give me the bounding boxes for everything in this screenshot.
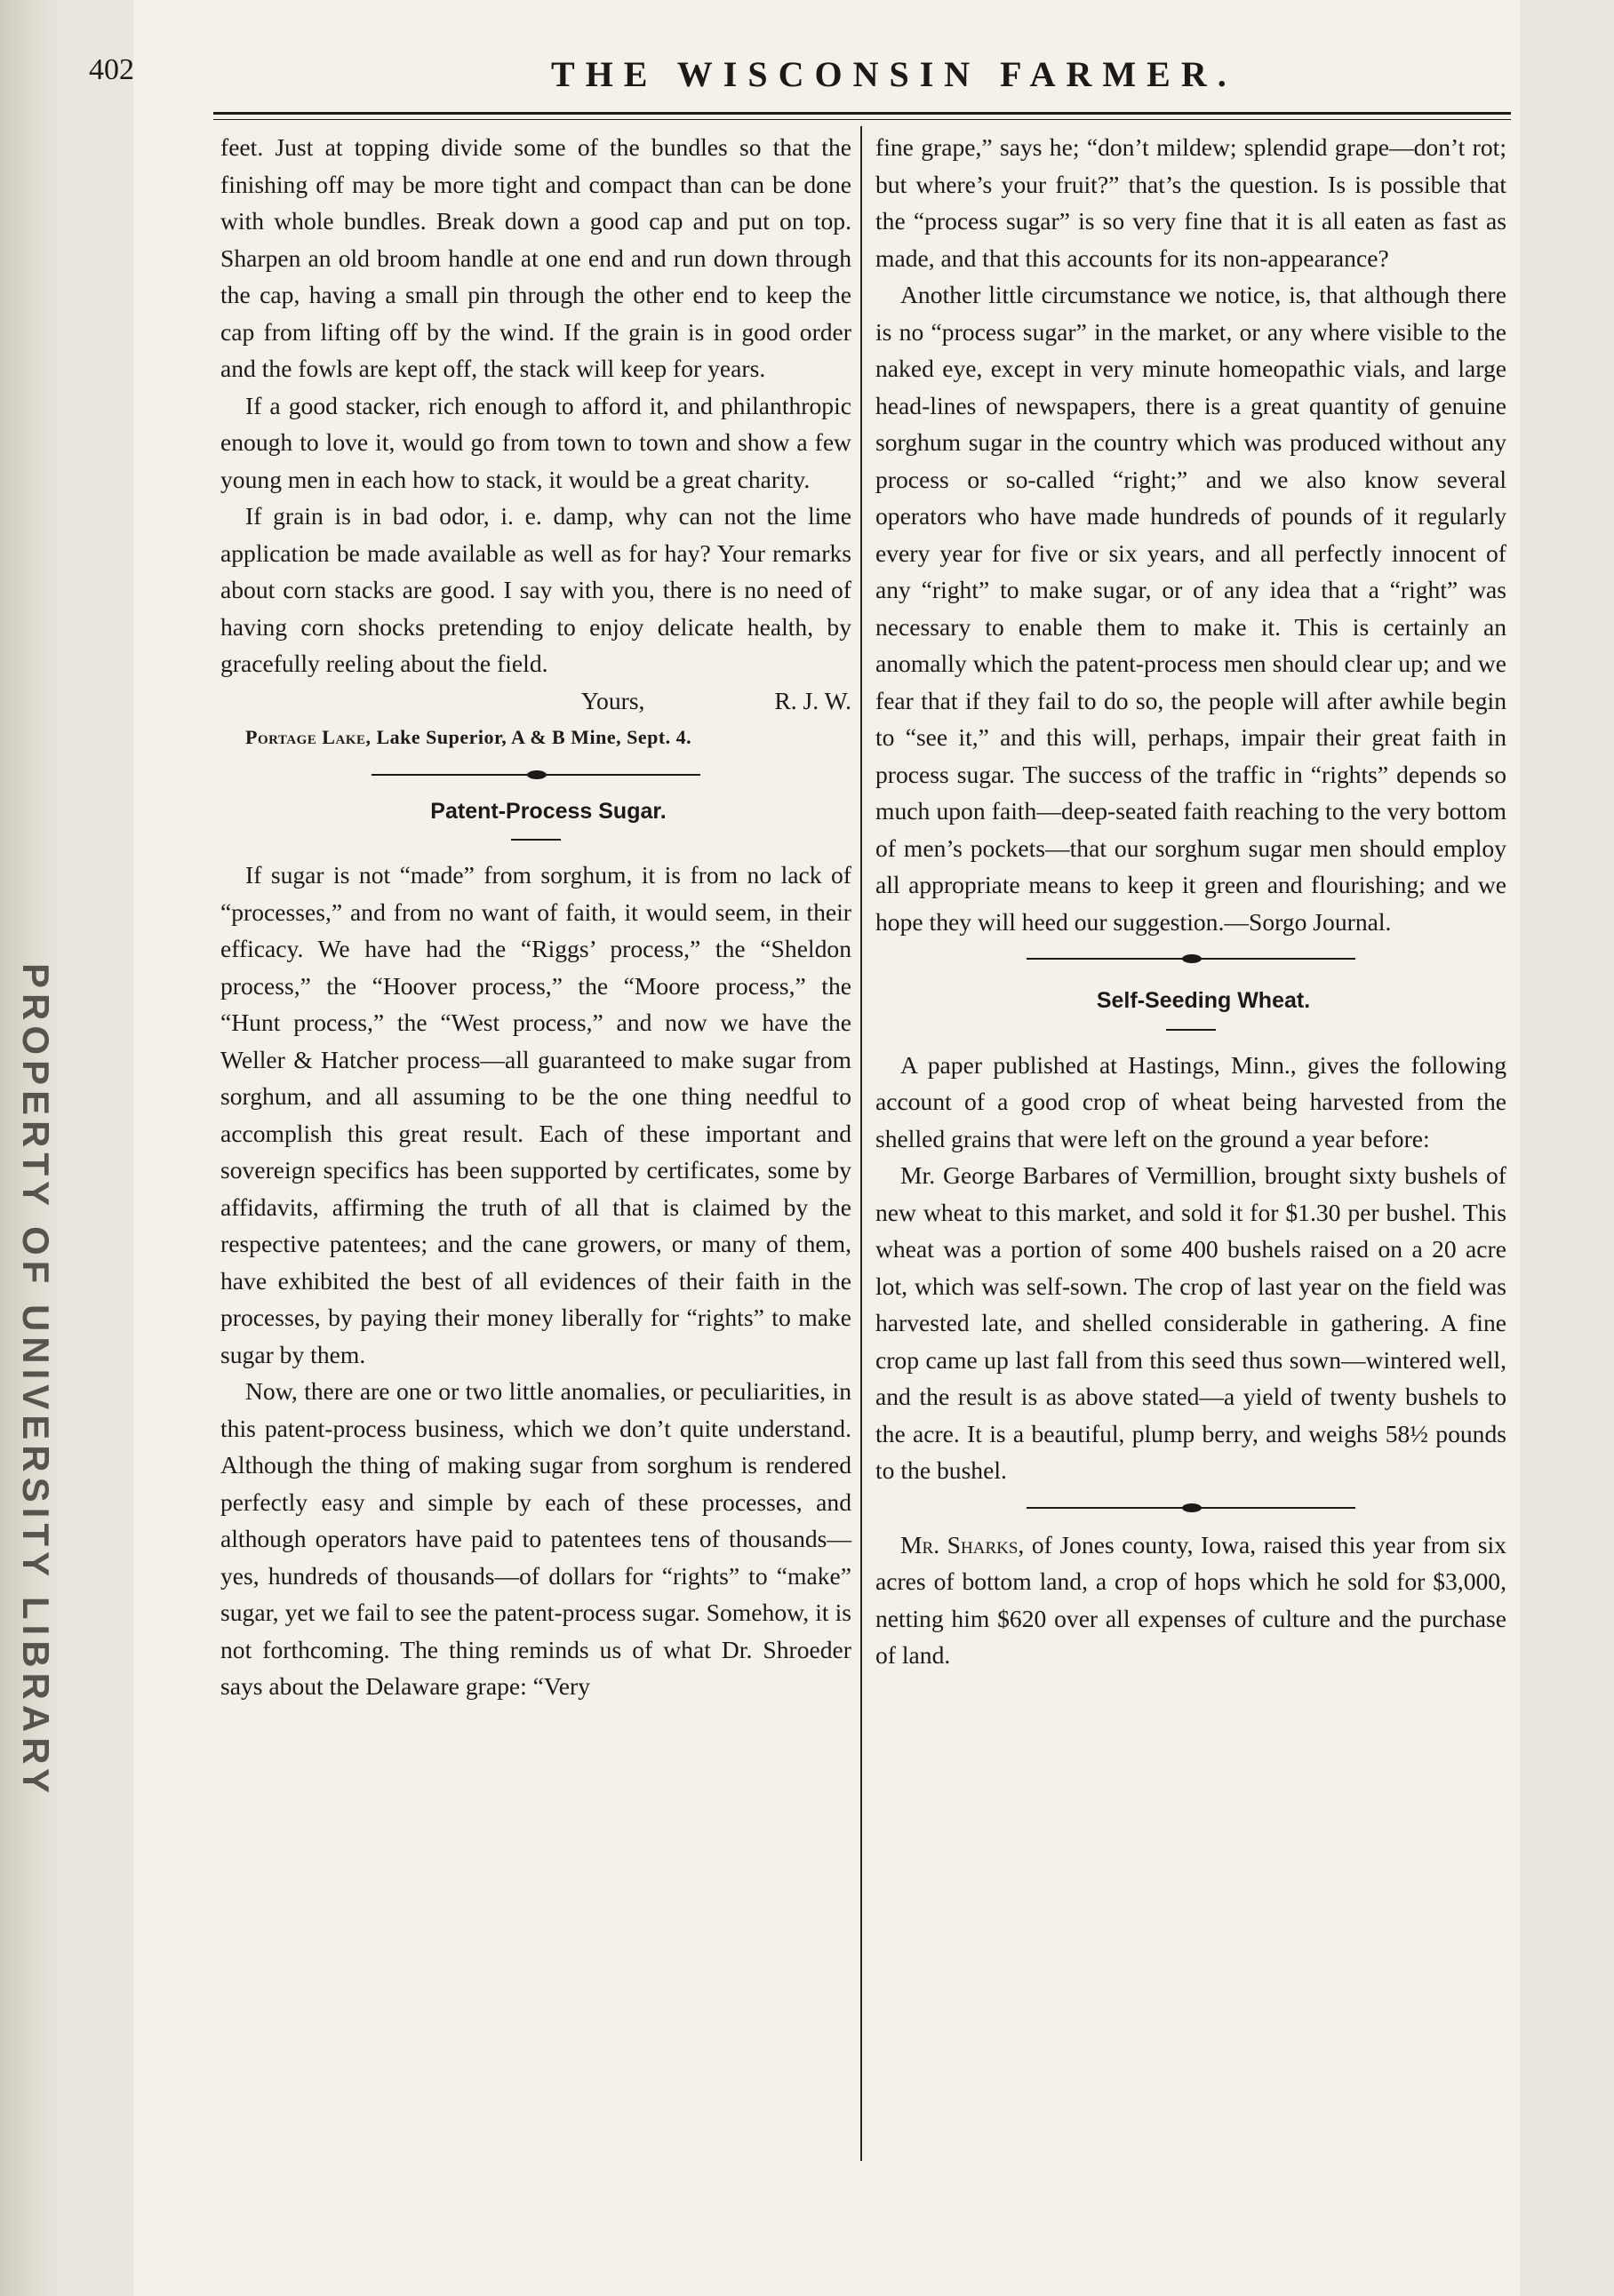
- section-heading-self-seeding-wheat: Self-Seeding Wheat.: [1096, 988, 1311, 1013]
- page-number: 402: [89, 53, 134, 86]
- hops-paragraph: [875, 1527, 1506, 1674]
- left-column: [220, 129, 851, 1705]
- right-column: [875, 129, 1506, 1674]
- letter-signoff: [220, 682, 851, 720]
- header-rule-thick: [213, 112, 1511, 115]
- section-ornament: [875, 945, 1506, 972]
- wheat-paragraph-1: A paper published at Hastings, Minn., gives the following account of a good crop of wheat being harvested from the shelled grains that were left on the ground a year before:: [875, 1050, 1506, 1152]
- ornament-dot: [527, 770, 547, 779]
- grain-paragraph: If grain is in bad odor, i. e. damp, why can not the lime application be made available as well as for hay? Your remarks about corn stacks are good. I say with you, there is no need of having corn shocks pretending to enjoy delicate health, by gracefully reeling about the field.: [220, 502, 851, 677]
- patent-paragraph-1: If sugar is not “made” from sorghum, it is from no lack of “processes,” and from no want of faith, it would seem, in their efficacy. We have had the “Riggs’ process,” the “Sheldon process,” the “Hoover process,” the “Moore process,” the “Hunt process,” the “West process,” and now we have the Weller & Hatcher process—all guaranteed to make sugar from sorghum, and all assuming to be the one thing needful to accomplish this great result. Each of these important and sovereign specifics has been supported by certificates, some by affidavits, affirming the truth of all that is claimed by the respective patentees; and the cane growers, or many of them, have exhibited the best of all evidences of their faith in the processes, by paying their money liberally for “rights” to make sugar by them.: [220, 861, 851, 1368]
- patent-paragraph-3: Another little circumstance we notice, is, that although there is no “process sugar” in the market, or any where visible to the naked eye, except in very minute homeopathic vials, and large head-lines of newspapers, there is a great quantity of genuine sorghum sugar in the country which was produced without any process or so-called “right;” and we also know several operators who have made hundreds of pounds of it regularly every year for five or six years, and all perfectly innocent of any “right” to make sugar, or of any idea that a “right” was necessary to enable them to make it. This is certainly an anomally which the patent-process men should clear up; and we fear that if they fail to do so, the people will after awhile begin to “see it,” and this will, perhaps, impair their great faith in process sugar. The success of the traffic in “rights” depends so much upon faith—deep-seated faith reaching to the very bottom of men’s pockets—that our sorghum sugar men should employ all appropriate means to keep it green and flourishing; and we hope they will heed our suggestion.—Sorgo Journal.: [875, 281, 1506, 936]
- running-head: [89, 44, 1511, 116]
- book-binding-edge: [0, 0, 62, 2296]
- header-rule-thin: [213, 119, 1511, 120]
- heading-short-rule: [511, 839, 561, 841]
- library-stamp: PROPERTY OF UNIVERSITY LIBRARY: [15, 963, 57, 1798]
- column-divider: [860, 126, 862, 2161]
- section-ornament: [220, 761, 851, 788]
- dateline-place: Portage Lake,: [245, 726, 372, 748]
- signoff-yours: Yours,: [580, 686, 645, 714]
- letter-dateline: [220, 719, 851, 756]
- section-ornament: [875, 1495, 1506, 1521]
- hops-name: Mr. Sharks,: [900, 1530, 1025, 1559]
- heading-short-rule: [1166, 1029, 1216, 1031]
- patent-paragraph-2-continued: fine grape,” says he; “don’t mildew; splendid grape—don’t rot; but where’s your fruit?” that’s the question. Is is possible that the “process sugar” is so very fine that it is all eaten as fast as made, and that this accounts for its non-appearance?: [875, 133, 1506, 272]
- stacking-paragraph: feet. Just at topping divide some of the bundles so that the finishing off may be more tight and compact than can be done with whole bundles. Break down a good cap and put on top. Sharpen an old broom handle at one end and run down through the cap, having a small pin through the other end to keep the cap from lifting off by the wind. If the grain is in good order and the fowls are kept off, the stack will keep for years.: [220, 133, 851, 382]
- section-heading-patent-sugar: Patent-Process Sugar.: [430, 798, 667, 824]
- ornament-dot: [1182, 1503, 1202, 1512]
- dateline-rest: Lake Superior, A & B Mine, Sept. 4.: [376, 726, 692, 748]
- signoff-initials: R. J. W.: [774, 686, 851, 714]
- patent-paragraph-2: Now, there are one or two little anomalies, or peculiarities, in this patent-process business, which we don’t quite understand. Although the thing of making sugar from sorghum is rendered perfectly easy and simple by each of these processes, and although operators have paid to patentees tens of thousands—yes, hundreds of thousands—of dollars for “rights” to “make” sugar, yet we fail to see the patent-process sugar. Somehow, it is not forthcoming. The thing reminds us of what Dr. Shroeder says about the Delaware grape: “Very: [220, 1377, 851, 1700]
- hops-text: of Jones county, Iowa, raised this year from six acres of bottom land, a crop of hops which he sold for $3,000, netting him $620 over all expenses of culture and the purchase of land.: [875, 1530, 1506, 1669]
- ornament-dot: [1182, 954, 1202, 963]
- stacker-paragraph: If a good stacker, rich enough to afford it, and philanthropic enough to love it, would go from town to town and show a few young men in each how to stack, it would be a great charity.: [220, 391, 851, 493]
- journal-title: THE WISCONSIN FARMER.: [551, 54, 1237, 94]
- wheat-paragraph-2: Mr. George Barbares of Vermillion, brought sixty bushels of new wheat to this market, and sold it for $1.30 per bushel. This wheat was a portion of some 400 bushels raised on a 20 acre lot, which was self-sown. The crop of last year on the field was harvested late, and shelled considerable in gathering. A fine crop came up last fall from this seed thus sown—wintered well, and the result is as above stated—a yield of twenty bushels to the acre. It is a beautiful, plump berry, and weighs 58½ pounds to the bushel.: [875, 1161, 1506, 1484]
